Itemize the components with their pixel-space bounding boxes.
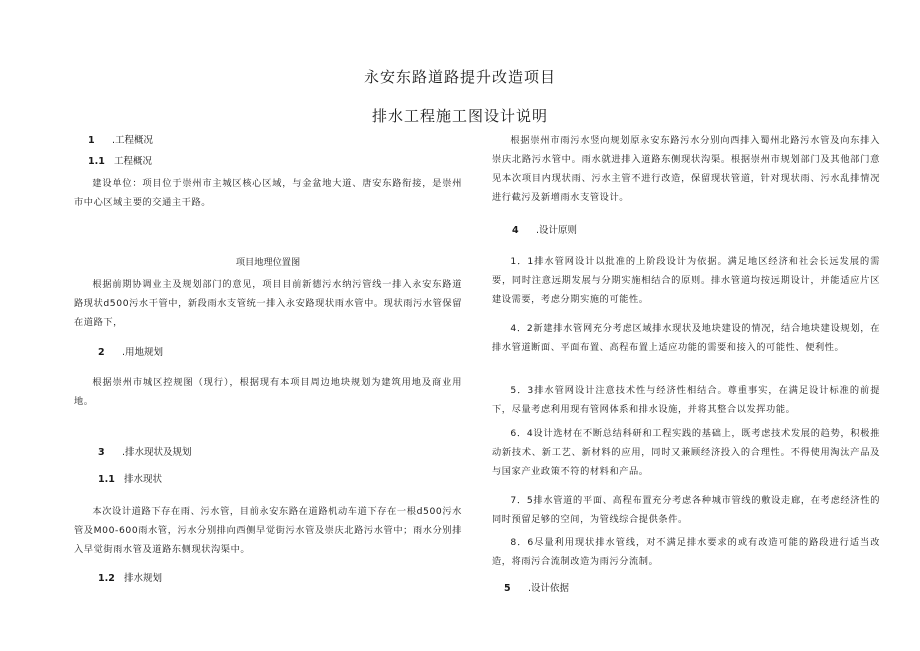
location-paragraph: 根据前期协调业主及规划部门的意见，项目目前新德污水纳污管线一排入永安东路道路现状d500污水干管中，新段雨水支管统一排入永安路现状雨水管中。现状雨污水管保留在道路下， xyxy=(74,279,462,328)
document-title: 永安东路道路提升改造项目 xyxy=(363,68,556,86)
section-5-heading xyxy=(504,579,892,598)
section-number: 3 xyxy=(98,447,105,458)
design-principle-item: 5．3排水管网设计注意技术性与经济性相结合。尊重事实，在满足设计标准的前提下，尽量考虑利用现有管网体系和排水设施，并将其整合以发挥功能。 xyxy=(492,385,880,415)
drainage-status-paragraph: 本次设计道路下存在雨、污水管，目前永安东路在道路机动车道下存在一根d500污水管及M00-600雨水管，污水分别排向西侧早觉街污水管及崇庆北路污水管中；雨水分别排入早觉街雨水管及道路东侧现状沟渠中。 xyxy=(74,506,462,555)
section-3-1-heading xyxy=(98,470,486,489)
section-label: .用地规划 xyxy=(122,347,164,358)
document-subtitle: 排水工程施工图设计说明 xyxy=(371,107,548,125)
section-3-2-heading xyxy=(98,569,486,588)
design-principle-item: 6．4设计选材在不断总结科研和工程实践的基础上，既考虑技术发展的趋势，积极推动新技术、新工艺、新材料的应用，同时又兼顾经济投入的合理性。不得使用淘汰产品及与国家产业政策不符的材料和产品。 xyxy=(492,428,880,477)
project-overview-paragraph: 建设单位：项目位于崇州市主城区核心区域，与金盆地大道、唐安东路衔接，是崇州市中心区域主要的交通主干路。 xyxy=(74,178,462,208)
section-number: 1.2 xyxy=(98,573,115,584)
section-number: 1.1 xyxy=(88,156,105,167)
section-4-heading xyxy=(512,221,900,240)
section-label: .设计原则 xyxy=(536,225,578,236)
section-label: .排水现状及规划 xyxy=(122,447,192,458)
section-number: 2 xyxy=(98,347,105,358)
land-use-paragraph: 根据崇州市城区控规图（现行），根据现有本项目周边地块规划为建筑用地及商业用地。 xyxy=(74,377,462,407)
design-principle-item: 8．6尽量利用现状排水管线，对不满足排水要求的或有改造可能的路段进行适当改造，将雨污合流制改造为雨污分流制。 xyxy=(492,537,880,567)
section-label: .工程概况 xyxy=(112,135,154,146)
drainage-plan-paragraph: 根据崇州市雨污水竖向规划原永安东路污水分别向西排入蜀州北路污水管及向东排入崇庆北路污水管中。雨水就进排入道路东侧现状沟渠。根据崇州市规划部门及其他部门意见本次项目内现状雨、污水主管不进行改造，保留现状管道，针对现状雨、污水乱排情况进行截污及新增雨水支管设计。 xyxy=(492,135,880,203)
section-label: 排水现状 xyxy=(124,474,163,485)
section-number: 1 xyxy=(88,135,95,146)
section-1-1-heading xyxy=(88,152,476,171)
section-number: 1.1 xyxy=(98,474,115,485)
section-label: 排水规划 xyxy=(124,573,163,584)
section-number: 5 xyxy=(504,583,511,594)
design-principle-item: 1．1排水管网设计以批准的上阶段设计为依据。满足地区经济和社会长远发展的需要，同时注意远期发展与分期实施相结合的原则。排水管道均按远期设计，并能适应片区建设需要，考虑分期实施的可能性。 xyxy=(492,256,880,305)
section-label: .设计依据 xyxy=(528,583,570,594)
section-1-heading xyxy=(88,131,476,150)
design-principle-item: 4．2新建排水管网充分考虑区域排水现状及地块建设的情况，结合地块建设规划，在排水管道断面、平面布置、高程布置上适应功能的需要和接入的可能性、便利性。 xyxy=(492,323,880,353)
section-2-heading xyxy=(98,343,486,362)
section-number: 4 xyxy=(512,225,519,236)
location-map-caption: 项目地理位置图 xyxy=(235,257,301,268)
section-label: 工程概况 xyxy=(114,156,153,167)
design-principle-item: 7．5排水管道的平面、高程布置充分考虑各种城市管线的敷设走廊，在考虑经济性的同时预留足够的空间，为管线综合提供条件。 xyxy=(492,495,880,525)
section-3-heading xyxy=(98,443,486,462)
